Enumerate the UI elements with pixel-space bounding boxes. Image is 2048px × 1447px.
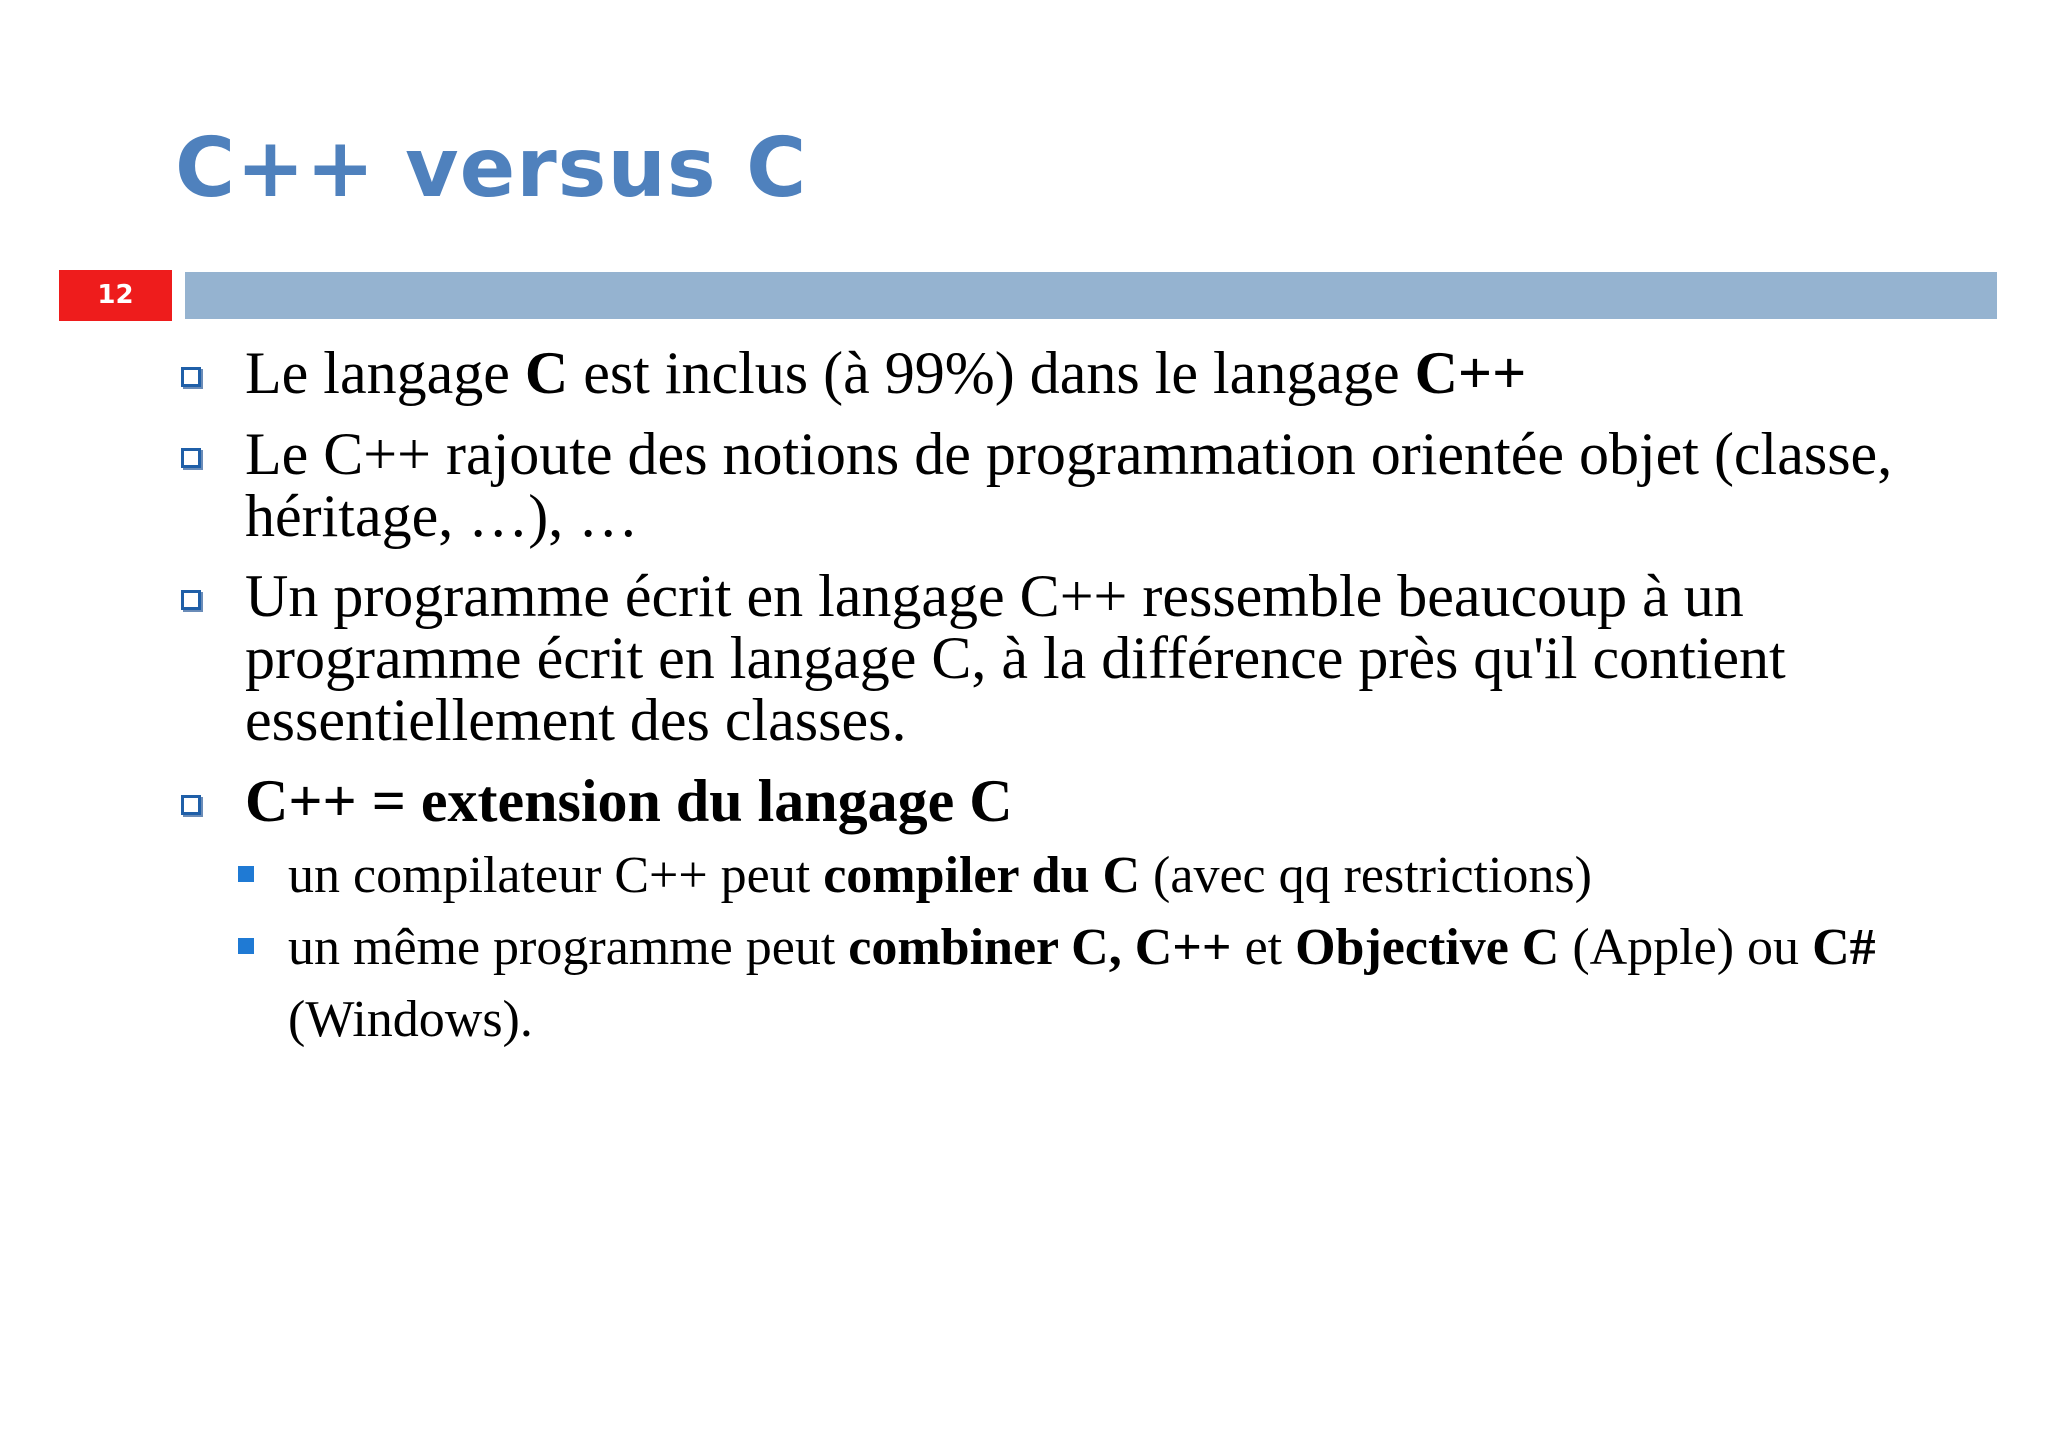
filled-square-bullet-icon [238,938,254,954]
sub-bullet-item [288,912,1988,1056]
sub-bullet-item [288,840,1988,912]
bullet-item [245,423,1965,547]
hollow-square-bullet-icon [181,590,201,610]
bullet-text: Le langage C est inclus (à 99%) dans le langage C++ [245,340,1527,406]
bullet-item [245,342,1965,404]
sub-bullet-text: un compilateur C++ peut compiler du C (avec qq restrictions) [288,847,1592,904]
sub-bullet-text: un même programme peut combiner C, C++ et Objective C (Apple) ou C# (Windows). [288,919,1876,1048]
bullet-text: Un programme écrit en langage C++ ressemble beaucoup à un programme écrit en langage C, à la différence près qu'il contient essentiellement des classes. [245,563,1786,753]
hollow-square-bullet-icon [181,367,201,387]
bullet-item [245,770,1965,832]
filled-square-bullet-icon [238,866,254,882]
bullet-text: Le C++ rajoute des notions de programmation orientée objet (classe, héritage, …), … [245,421,1893,549]
hollow-square-bullet-icon [181,795,201,815]
bullet-item [245,565,1965,751]
slide-title: C++ versus C [175,121,808,216]
bullet-text: C++ = extension du langage C [245,768,1013,834]
hollow-square-bullet-icon [181,448,201,468]
title-divider-bar [185,272,1997,319]
page-number-badge: 12 [59,270,172,321]
